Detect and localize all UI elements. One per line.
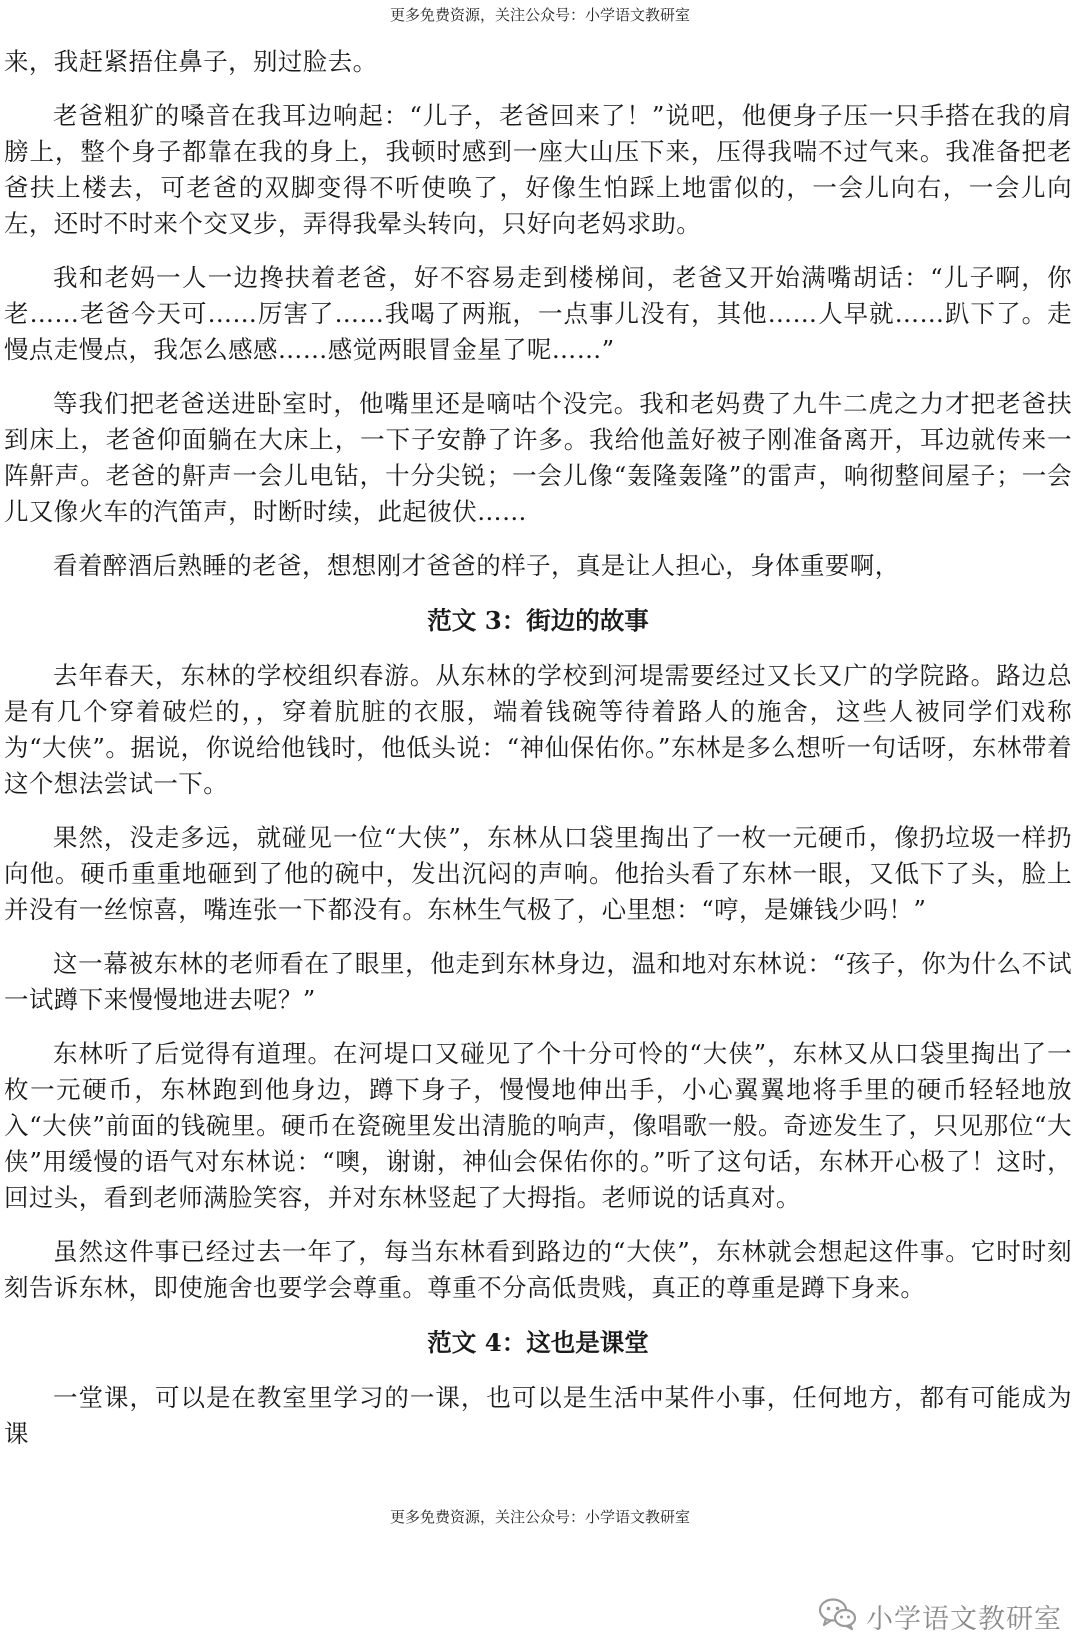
section-heading: 范文 3：街边的故事 <box>427 606 649 635</box>
page-header: 更多免费资源，关注公众号：小学语文教研室 <box>389 6 690 24</box>
wechat-icon <box>818 1597 858 1635</box>
paragraph: 等我们把老爸送进卧室时，他嘴里还是嘀咕个没完。我和老妈费了九牛二虎之力才把老爸扶到床上，老爸仰面躺在大床上，一下子安静了许多。我给他盖好被子刚准备离开，耳边就传来一阵鼾声。老爸的鼾声一会儿电钻，十分尖锐；一会儿像“轰隆轰隆”的雷声，响彻整间屋子；一会儿又像火车的汽笛声，时断时续，此起彼伏…… <box>4 389 1072 526</box>
paragraph: 我和老妈一人一边搀扶着老爸，好不容易走到楼梯间，老爸又开始满嘴胡话：“儿子啊，你老……老爸今天可……厉害了……我喝了两瓶，一点事儿没有，其他……人早就……趴下了。走慢点走慢点，我怎么感感……感觉两眼冒金星了呢……” <box>4 263 1072 364</box>
document-body <box>4 44 1072 1452</box>
paragraph: 虽然这件事已经过去一年了，每当东林看到路边的“大侠”，东林就会想起这件事。它时时刻刻告诉东林，即使施舍也要学会尊重。尊重不分高低贵贱，真正的尊重是蹲下身来。 <box>4 1237 1072 1302</box>
watermark <box>818 1594 1062 1638</box>
paragraph: 来，我赶紧捂住鼻子，别过脸去。 <box>4 47 378 76</box>
paragraph: 这一幕被东林的老师看在了眼里，他走到东林身边，温和地对东林说：“孩子，你为什么不试一试蹲下来慢慢地进去呢？” <box>4 949 1072 1014</box>
paragraph: 果然，没走多远，就碰见一位“大侠”，东林从口袋里掏出了一枚一元硬币，像扔垃圾一样扔向他。硬币重重地砸到了他的碗中，发出沉闷的声响。他抬头看了东林一眼，又低下了头，脸上并没有一丝惊喜，嘴连张一下都没有。东林生气极了，心里想：“哼，是嫌钱少吗！” <box>4 823 1072 924</box>
paragraph: 一堂课，可以是在教室里学习的一课，也可以是生活中某件小事，任何地方，都有可能成为课 <box>4 1383 1072 1448</box>
paragraph: 老爸粗犷的嗓音在我耳边响起：“儿子，老爸回来了！”说吧，他便身子压一只手搭在我的肩膀上，整个身子都靠在我的身上，我顿时感到一座大山压下来，压得我喘不过气来。我准备把老爸扶上楼去，可老爸的双脚变得不听使唤了，好像生怕踩上地雷似的，一会儿向右，一会儿向左，还时不时来个交叉步，弄得我晕头转向，只好向老妈求助。 <box>4 101 1072 238</box>
paragraph: 东林听了后觉得有道理。在河堤口又碰见了个十分可怜的“大侠”，东林又从口袋里掏出了一枚一元硬币，东林跑到他身边，蹲下身子，慢慢地伸出手，小心翼翼地将手里的硬币轻轻地放入“大侠”前面的钱碗里。硬币在瓷碗里发出清脆的响声，像唱歌一般。奇迹发生了，只见那位“大侠”用缓慢的语气对东林说：“噢，谢谢，神仙会保佑你的。”听了这句话，东林开心极了！这时，回过头，看到老师满脸笑容，并对东林竖起了大拇指。老师说的话真对。 <box>4 1039 1072 1212</box>
paragraph: 看着醉酒后熟睡的老爸，想想刚才爸爸的样子，真是让人担心，身体重要啊， <box>53 551 900 580</box>
section-heading: 范文 4：这也是课堂 <box>427 1328 649 1357</box>
paragraph: 去年春天，东林的学校组织春游。从东林的学校到河堤需要经过又长又广的学院路。路边总是有几个穿着破烂的，，穿着肮脏的衣服，端着钱碗等待着路人的施舍，这些人被同学们戏称为“大侠”。据说，你说给他钱时，他低头说：“神仙保佑你。”东林是多么想听一句话呀，东林带着这个想法尝试一下。 <box>4 661 1072 798</box>
page-footer: 更多免费资源，关注公众号：小学语文教研室 <box>389 1508 690 1526</box>
watermark-label: 小学语文教研室 <box>866 1603 1062 1635</box>
